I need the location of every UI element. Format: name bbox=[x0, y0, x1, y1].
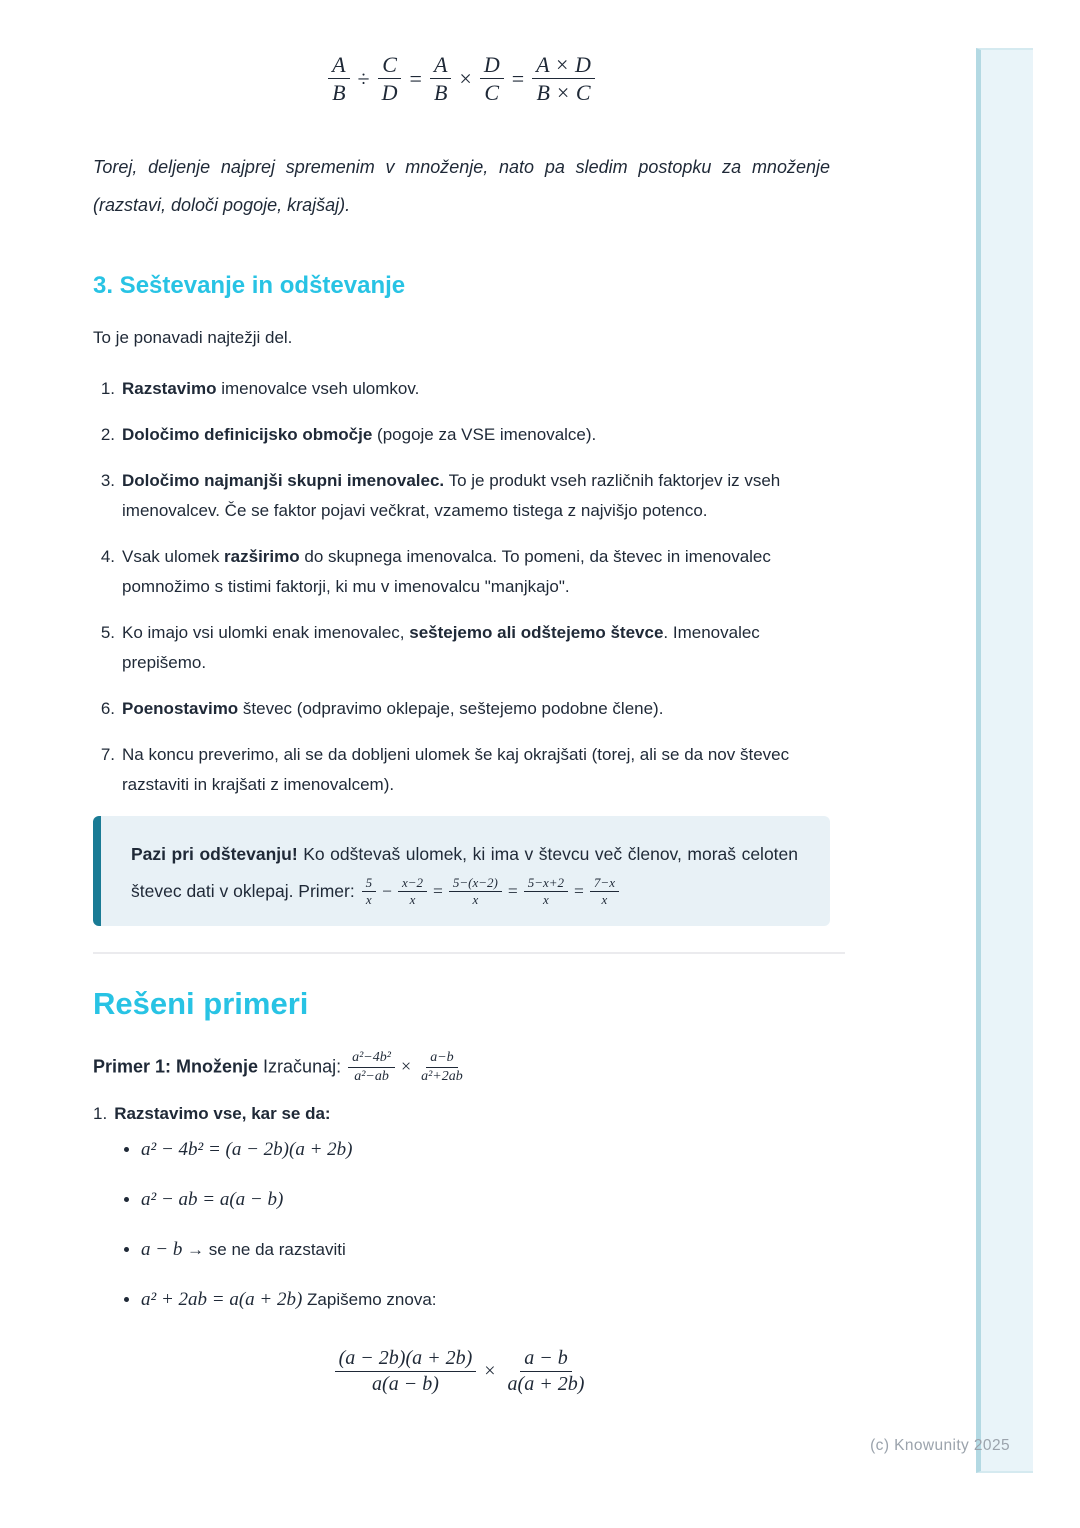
equals-sign: = bbox=[432, 880, 443, 901]
text-segment: Na koncu preverimo, ali se da dobljeni ulomek še kaj okrajšati (torej, ali se da nov števec razstaviti in krajšati z imenovalcem). bbox=[122, 744, 790, 794]
text-segment: Zapišemo znova: bbox=[302, 1289, 437, 1309]
fraction-denominator: x bbox=[365, 892, 372, 908]
fraction-numerator: a−b bbox=[426, 1050, 457, 1068]
fraction-numerator: A bbox=[328, 52, 349, 79]
fraction-c-d bbox=[378, 52, 402, 106]
fraction-denominator: a(a − b) bbox=[372, 1372, 439, 1395]
fraction-denominator: B bbox=[332, 80, 346, 106]
section-heading: 3. Seštevanje in odštevanje bbox=[93, 271, 406, 299]
math-expression: a − b bbox=[141, 1238, 183, 1260]
text-segment: → se ne da razstaviti bbox=[182, 1239, 346, 1259]
steps-list bbox=[93, 374, 830, 800]
minus-operator: − bbox=[382, 880, 392, 901]
equals-sign: = bbox=[574, 880, 584, 901]
multiply-operator: × bbox=[484, 1359, 496, 1382]
example-label: Primer 1: Množenje bbox=[93, 1055, 259, 1076]
fraction-x-minus-2-x bbox=[398, 876, 427, 909]
fraction-numerator: 7−x bbox=[590, 876, 619, 893]
bold-text: Poenostavimo bbox=[122, 698, 239, 718]
callout-bold-lead: Pazi pri odštevanju! bbox=[131, 843, 298, 864]
fraction-numerator: a²−4b² bbox=[348, 1050, 395, 1068]
warning-callout bbox=[93, 816, 830, 926]
equals-sign: = bbox=[409, 65, 422, 91]
text-segment: To je produkt vseh različnih faktorjev iz vseh imenovalcev. Če se faktor pojavi večkrat, vzamemo tistega z najvišjo potenco. bbox=[122, 470, 781, 520]
text-segment: števec (odpravimo oklepaje, seštejemo podobne člene). bbox=[238, 698, 664, 718]
list-number: 4. bbox=[100, 546, 115, 566]
fraction-expanded bbox=[449, 876, 502, 909]
copyright-watermark: (c) Knowunity 2025 bbox=[870, 1437, 1010, 1454]
bullet-item bbox=[141, 1287, 830, 1313]
fraction-numerator: a − b bbox=[520, 1347, 572, 1372]
list-number: 6. bbox=[100, 698, 115, 718]
list-number: 1. bbox=[100, 378, 115, 398]
list-item bbox=[93, 618, 830, 678]
list-number: 5. bbox=[100, 622, 115, 642]
fraction-numerator: 5−(x−2) bbox=[449, 876, 502, 893]
fraction-denominator: C bbox=[484, 80, 500, 106]
fraction-denominator: x bbox=[542, 892, 549, 908]
bold-text: Določimo definicijsko območje bbox=[122, 424, 373, 444]
section-divider bbox=[93, 952, 845, 954]
bold-text: Razstavimo vse, kar se da: bbox=[114, 1103, 331, 1123]
fraction-denominator: x bbox=[472, 892, 479, 908]
list-item bbox=[93, 420, 830, 450]
solved-examples-heading: Rešeni primeri bbox=[93, 985, 309, 1021]
example-1-title bbox=[93, 1050, 830, 1085]
list-item-text bbox=[122, 694, 830, 724]
list-item bbox=[93, 466, 830, 526]
fraction-rewritten-2 bbox=[504, 1347, 589, 1396]
fraction-numerator: 5−x+2 bbox=[524, 876, 568, 893]
multiply-operator: × bbox=[459, 65, 472, 91]
math-expression: a² + 2ab = a(a + 2b) bbox=[141, 1288, 303, 1310]
fraction-numerator: A × D bbox=[532, 52, 595, 79]
text-segment: . Imenovalec prepišemo. bbox=[122, 622, 760, 672]
fraction-denominator: a²−ab bbox=[354, 1068, 389, 1084]
division-rule-formula bbox=[93, 0, 830, 106]
bold-text: Določimo najmanjši skupni imenovalec. bbox=[122, 470, 445, 490]
text-segment: Ko imajo vsi ulomki enak imenovalec, bbox=[122, 622, 410, 642]
bullet-item bbox=[141, 1237, 830, 1263]
bullet-item bbox=[141, 1187, 830, 1213]
list-item-text bbox=[122, 374, 830, 404]
intro-paragraph: Torej, deljenje najprej spremenim v množenje, nato pa sledim postopku za množenje (razstavi, določi pogoje, krajšaj). bbox=[93, 156, 830, 215]
list-item-text bbox=[122, 466, 830, 526]
fraction-numerator: D bbox=[480, 52, 504, 79]
multiply-operator: × bbox=[400, 1055, 412, 1076]
list-number: 2. bbox=[100, 424, 115, 444]
callout-text: Ko odštevaš ulomek, ki ima v števcu več členov, moraš celoten števec dati v oklepaj. Primer: bbox=[131, 843, 798, 901]
fraction-d-c bbox=[480, 52, 504, 106]
section-lead: To je ponavadi najtežji del. bbox=[93, 327, 293, 347]
bold-text: razširimo bbox=[224, 546, 300, 566]
equals-sign: = bbox=[507, 880, 518, 901]
fraction-denominator: B × C bbox=[536, 80, 591, 106]
math-expression: a² − ab = a(a − b) bbox=[141, 1188, 284, 1210]
fraction-denominator: a(a + 2b) bbox=[507, 1372, 585, 1395]
list-item-text bbox=[122, 420, 830, 450]
rewritten-expression-formula bbox=[93, 1347, 830, 1396]
list-item-text bbox=[122, 740, 830, 800]
right-margin-stripe bbox=[976, 48, 1033, 1473]
bold-text: seštejemo ali odštejemo števce bbox=[409, 622, 664, 642]
list-item bbox=[93, 1099, 830, 1129]
fraction-5-x bbox=[362, 876, 377, 909]
fraction-denominator: x bbox=[601, 892, 608, 908]
fraction-problem-1 bbox=[348, 1050, 395, 1085]
fraction-denominator: x bbox=[409, 892, 416, 908]
fraction-a-b bbox=[430, 52, 451, 106]
fraction-problem-2 bbox=[417, 1050, 467, 1085]
equals-sign: = bbox=[511, 65, 525, 91]
example-steps-list bbox=[93, 1099, 830, 1129]
fraction-simplified bbox=[524, 876, 568, 909]
list-item-text bbox=[122, 618, 830, 678]
list-item-text bbox=[122, 542, 830, 602]
list-item bbox=[93, 374, 830, 404]
fraction-numerator: C bbox=[378, 52, 401, 79]
list-item bbox=[93, 694, 830, 724]
document-content bbox=[93, 0, 830, 1396]
math-expression: a² − 4b² = (a − 2b)(a + 2b) bbox=[141, 1138, 353, 1160]
text-segment: (pogoje za VSE imenovalce). bbox=[372, 424, 597, 444]
fraction-denominator: D bbox=[381, 80, 398, 106]
list-number: 7. bbox=[100, 744, 115, 764]
fraction-denominator: a²+2ab bbox=[421, 1068, 463, 1084]
fraction-rewritten-1 bbox=[335, 1347, 477, 1396]
list-number: 1. bbox=[93, 1103, 108, 1123]
example-instruction: Izračunaj: bbox=[258, 1055, 347, 1076]
fraction-numerator: 5 bbox=[362, 876, 377, 893]
fraction-denominator: B bbox=[433, 80, 448, 106]
fraction-a-b bbox=[328, 52, 349, 106]
fraction-product bbox=[532, 52, 595, 106]
text-segment: do skupnega imenovalca. To pomeni, da števec in imenovalec pomnožimo s tistimi faktorji, ki mu v imenovalcu "manjkajo". bbox=[122, 546, 771, 596]
bullet-item bbox=[141, 1137, 830, 1163]
divide-operator: ÷ bbox=[357, 65, 370, 91]
text-segment: Vsak ulomek bbox=[122, 546, 225, 566]
list-number: 3. bbox=[100, 470, 115, 490]
fraction-numerator: x−2 bbox=[398, 876, 427, 893]
list-item bbox=[93, 542, 830, 602]
fraction-result bbox=[590, 876, 619, 909]
bold-text: Razstavimo bbox=[122, 378, 217, 398]
fraction-numerator: (a − 2b)(a + 2b) bbox=[335, 1347, 477, 1372]
fraction-numerator: A bbox=[430, 52, 451, 79]
list-item bbox=[93, 740, 830, 800]
text-segment: imenovalce vseh ulomkov. bbox=[216, 378, 420, 398]
factorization-bullets bbox=[93, 1137, 830, 1313]
